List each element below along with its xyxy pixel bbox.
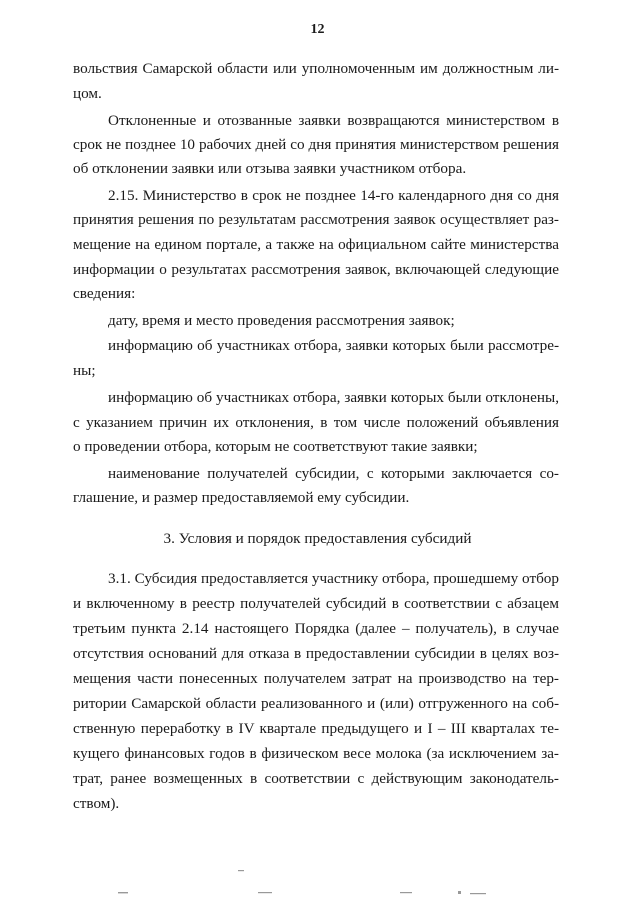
page-number: 12 <box>310 22 325 37</box>
paragraph-line: отсутствия оснований для отказа в предоставлении субсидии в целях воз- <box>73 645 559 662</box>
paragraph-line: Отклоненные и отозванные заявки возвращаются министерством в <box>108 112 559 129</box>
paragraph-line: ством). <box>73 795 120 812</box>
list-item-line: о проведении отбора, которым не соответствуют такие заявки; <box>73 438 478 455</box>
scan-specks <box>0 868 635 898</box>
list-item-line: глашение, и размер предоставляемой ему субсидии. <box>73 489 410 506</box>
paragraph-line: принятия решения по результатам рассмотрения заявок осуществляет раз- <box>73 211 559 228</box>
paragraph-line: сведения: <box>73 285 136 302</box>
paragraph-line: кущего финансовых годов в физическом весе молока (за исключением за- <box>73 745 559 762</box>
paragraph-line: ственную переработку в IV квартале предыдущего и I – III кварталах те- <box>73 720 559 737</box>
scan-speck <box>258 892 272 893</box>
list-item-line: информацию об участниках отбора, заявки которых были отклонены, <box>108 389 559 406</box>
paragraph-line: третьим пункта 2.14 настоящего Порядка (далее – получатель), в случае <box>73 620 559 637</box>
list-item-line: наименование получателей субсидии, с которыми заключается со- <box>108 465 559 482</box>
paragraph-line: об отклонении заявки или отзыва заявки участником отбора. <box>73 160 467 177</box>
paragraph-line: цом. <box>73 85 102 102</box>
paragraph-line: трат, ранее возмещенных в соответствии с действующим законодатель- <box>73 770 559 787</box>
section-heading: 3. Условия и порядок предоставления субсидий <box>163 530 472 547</box>
paragraph-line: 2.15. Министерство в срок не позднее 14-го календарного дня со дня <box>108 187 559 204</box>
paragraph-line: мещения части понесенных получателем затрат на производство на тер- <box>73 670 559 687</box>
paragraph-line: информации о результатах рассмотрения заявок, включающей следующие <box>73 261 559 278</box>
paragraph-line: и включенному в реестр получателей субсидий в соответствии с абзацем <box>73 595 559 612</box>
scan-speck <box>238 870 244 871</box>
paragraph-line: 3.1. Субсидия предоставляется участнику отбора, прошедшему отбор <box>108 570 559 587</box>
list-item-line: дату, время и место проведения рассмотрения заявок; <box>108 312 455 329</box>
paragraph-line: срок не позднее 10 рабочих дней со дня принятия министерством решения <box>73 136 559 153</box>
list-item-line: с указанием причин их отклонения, в том числе положений объявления <box>73 414 559 431</box>
scan-speck <box>458 891 461 894</box>
paragraph-line: ритории Самарской области реализованного и (или) отгруженного на соб- <box>73 695 559 712</box>
paragraph-line: вольствия Самарской области или уполномоченным им должностным ли- <box>73 60 559 77</box>
paragraph-line: мещение на едином портале, а также на официальном сайте министерства <box>73 236 559 253</box>
list-item-line: информацию об участниках отбора, заявки которых были рассмотре- <box>108 337 559 354</box>
list-item-line: ны; <box>73 362 96 379</box>
scan-speck <box>400 892 412 893</box>
scan-speck <box>470 893 486 894</box>
scan-speck <box>118 892 128 893</box>
